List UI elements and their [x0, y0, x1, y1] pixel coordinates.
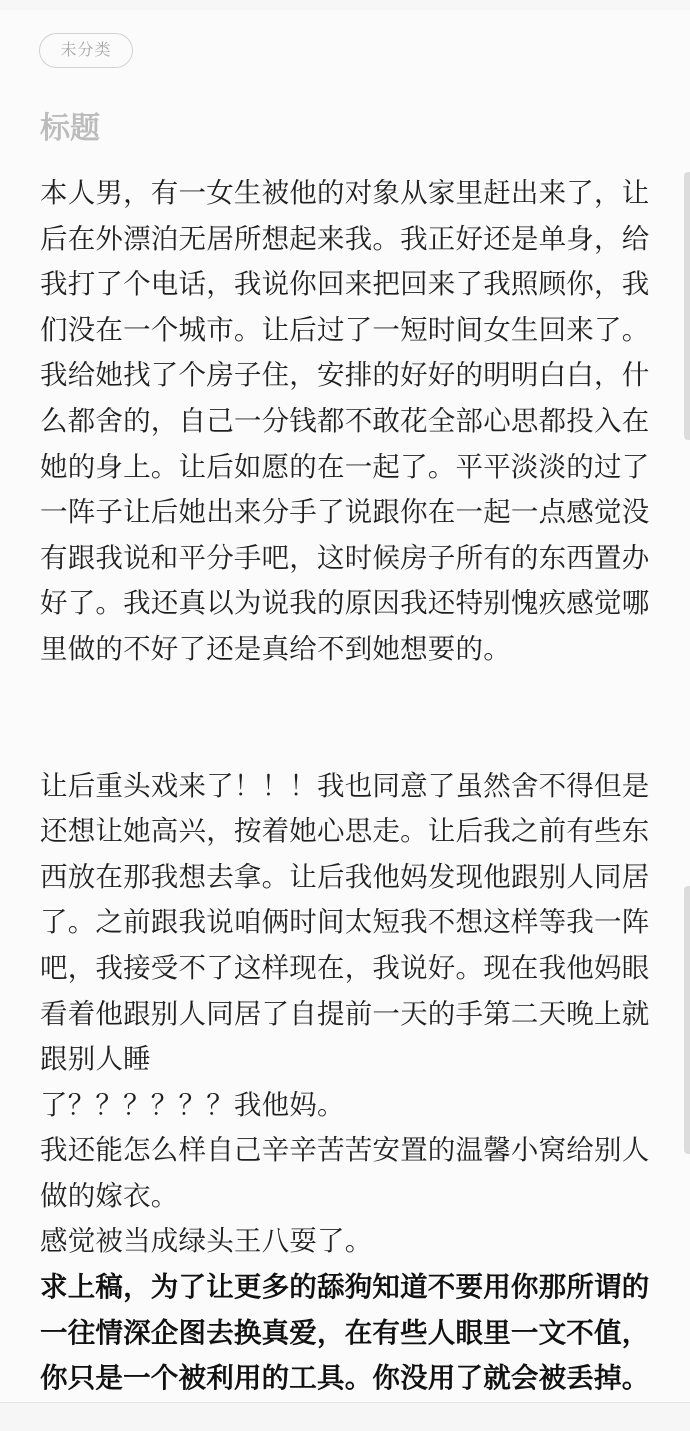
note-body-editor[interactable]: [40, 171, 650, 1402]
note-paragraph-bold: 求上稿，为了让更多的舔狗知道不要用你那所谓的一往情深企图去换真爱，在有些人眼里一文不值，你只是一个被利用的工具。你没用了就会被丢掉。: [40, 1271, 650, 1395]
note-paragraph: 让后重头戏来了！！！我也同意了虽然舍不得但是还想让她高兴，按着她心思走。让后我之前有些东西放在那我想去拿。让后我他妈发现他跟别人同居了。之前跟我说咱俩时间太短我不想这样等我一阵吧，我接受不了这样现在，我说好。现在我他妈眼看着他跟别人同居了自提前一天的手第二天晚上就跟别人睡: [40, 769, 650, 1076]
bottom-toolbar: [0, 1402, 690, 1431]
note-paragraph: 本人男，有一女生被他的对象从家里赶出来了，让后在外漂泊无居所想起来我。我正好还是单身，给我打了个电话，我说你回来把回来了我照顾你，我们没在一个城市。让后过了一短时间女生回来了。我给她找了个房子住，安排的好好的明明白白，什么都舍的，自己一分钱都不敢花全部心思都投入在她的身上。让后如愿的在一起了。平平淡淡的过了一阵子让后她出来分手了说跟你在一起一点感觉没有跟我说和平分手吧，这时候房子所有的东西置办好了。我还真以为说我的原因我还特别愧疚感觉哪里做的不好了还是真给不到她想要的。: [40, 177, 650, 665]
paragraph-spacer: [40, 673, 650, 764]
scrollbar-thumb[interactable]: [684, 172, 690, 440]
note-paragraph: 感觉被当成绿头王八耍了。: [40, 1225, 373, 1258]
top-strip: [0, 0, 690, 10]
title-input-placeholder[interactable]: 标题: [40, 111, 100, 146]
category-chip[interactable]: 未分类: [39, 33, 133, 68]
scrollbar-thumb[interactable]: [684, 886, 690, 1154]
note-paragraph: 了？？？？？？我他妈。: [40, 1088, 345, 1121]
note-paragraph: 我还能怎么样自己辛辛苦苦安置的温馨小窝给别人做的嫁衣。: [40, 1134, 650, 1212]
